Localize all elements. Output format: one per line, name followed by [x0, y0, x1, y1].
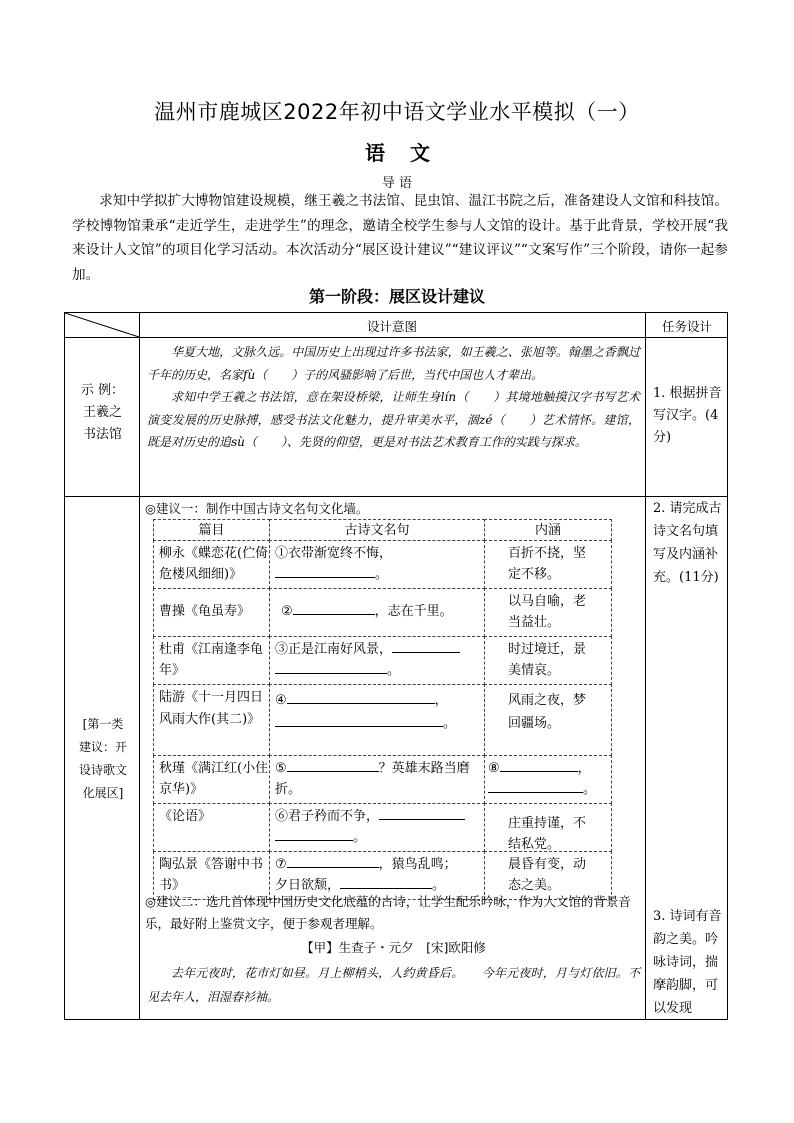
answer-blank[interactable] — [293, 601, 375, 615]
poetry-line-text: 。 — [375, 567, 389, 582]
poetry-line-text: ⑥君子矜而不争， — [275, 809, 380, 824]
task-3: 3. 诗词有音韵之美。吟咏诗词，揣摩韵脚，可以发现 — [653, 909, 722, 1016]
poetry-line-text: ， — [577, 761, 591, 776]
exam-title: 温州市鹿城区2022年初中语文学业水平模拟（一） — [154, 100, 640, 124]
poetry-line-text: ，猿鸟乱鸣； — [378, 857, 457, 872]
suggestion-2: ◎建议二：选几首体现中国历史文化底蕴的古诗，让学生配乐吟咏，作为人文馆的背景音乐，最好附上鉴赏文字，便于参观者理解。 — [145, 894, 631, 931]
example-label — [65, 380, 140, 446]
category-label-line: 化展区] — [82, 786, 124, 800]
poetry-row-line — [275, 806, 480, 848]
poetry-row-meaning: 时过境迁，景美情哀。 — [508, 642, 587, 678]
poetry-line-text: ⑤ — [275, 761, 287, 776]
poetry-line-text: 。 — [387, 663, 401, 678]
example-paragraph: 求知中学王羲之书法馆，意在架设桥梁，让师生身lín（ ）其境地触摸汉字书写艺术演变发展的历史脉搏，感受书法文化魅力，提升审美水平，涸zé（ ）艺术情怀。建馆，既是对历史的追sù（ ）、先贤的仰望，更是对书法艺术教育工作的实践与探求。 — [147, 390, 640, 449]
category-label-line: [第一类 — [82, 717, 124, 731]
poetry-row-line — [275, 758, 480, 800]
subject-char: 语 — [365, 141, 385, 165]
task-1: 1. 根据拼音写汉字。(4分) — [653, 386, 722, 445]
poetry-header-title: 篇目 — [198, 523, 225, 538]
answer-blank[interactable] — [287, 690, 435, 704]
poetry-line-text: ② — [281, 604, 293, 619]
poetry-line-text: 。 — [443, 716, 457, 731]
header-design-intent: 设计意图 — [366, 319, 417, 334]
poetry-row-title: 秋瑾《满江红(小住京华)》 — [159, 761, 269, 797]
example-text — [147, 341, 640, 454]
subject-title — [0, 137, 794, 166]
poetry-row-line — [275, 543, 480, 585]
answer-blank[interactable] — [275, 660, 387, 674]
poetry-line — [275, 758, 480, 800]
answer-blank[interactable] — [287, 758, 379, 772]
poetry-row-title: 陆游《十一月四日风雨大作(其二)》 — [159, 690, 264, 727]
poetry-row-meaning: 百折不挠，坚定不移。 — [508, 546, 587, 582]
suggestion-1: ◎建议一：制作中国古诗文名句文化墙。 — [145, 501, 369, 516]
poetry-row-meaning: 以马自喻，老当益壮。 — [508, 594, 587, 630]
answer-blank[interactable] — [275, 713, 443, 727]
answer-blank[interactable] — [379, 806, 465, 820]
answer-blank[interactable] — [275, 827, 353, 841]
poetry-line — [275, 689, 480, 712]
poetry-line-text: 夕日欲颓， — [275, 878, 341, 893]
poetry-line — [275, 854, 480, 875]
answer-blank[interactable] — [340, 875, 432, 889]
intro-heading: 导 语 — [381, 176, 413, 191]
poetry-header-line: 古诗文名句 — [344, 523, 410, 538]
answer-blank[interactable] — [500, 758, 578, 772]
table-divider — [65, 337, 727, 338]
poetry-row-meaning: 风雨之夜，梦回疆场。 — [508, 693, 587, 731]
stage-title: 第一阶段：展区设计建议 — [308, 287, 485, 306]
poetry-row-meaning — [488, 758, 608, 800]
answer-blank[interactable] — [275, 564, 375, 578]
poetry-header-meaning: 内涵 — [534, 523, 561, 538]
poetry-line-text: ①衣带渐宽终不悔， — [275, 546, 393, 561]
poetry-row-title: 曹操《龟虽寿》 — [159, 604, 251, 619]
example-paragraph: 华夏大地，文脉久远。中国历史上出现过许多书法家，如王羲之、张旭等。翰墨之香飘过千年的历史，名家fù（ ）子的风骚影响了后世，当代中国也人才辈出。 — [147, 345, 640, 382]
example-label-line: 示 例： — [80, 383, 125, 398]
diagonal-header-line — [65, 313, 140, 338]
category-label-line: 设诗歌文 — [78, 763, 127, 777]
table-divider — [65, 496, 727, 497]
poetry-line — [275, 712, 480, 735]
example-label-line: 书法馆 — [82, 427, 122, 442]
poetry-line — [275, 660, 480, 681]
category-label — [69, 713, 137, 805]
poetry-line-text: ③正是江南好风景， — [275, 642, 393, 657]
poetry-line-text: ④ — [275, 693, 287, 708]
poetry-line-text: ？英雄末路当磨折。 — [275, 761, 470, 797]
poetry-line — [275, 564, 480, 585]
design-table — [64, 312, 728, 1020]
poetry-line-text: 。 — [432, 878, 446, 893]
answer-blank[interactable] — [488, 779, 583, 793]
poem-body: 去年元夜时，花市灯如昼。月上柳梢头，人约黄昏后。 今年元夜时，月与灯依旧。不见去年人，泪湿春衫袖。 — [147, 966, 640, 1004]
poetry-line — [488, 758, 608, 779]
poetry-row-title: 《论语》 — [159, 809, 212, 824]
poetry-row-meaning: 庄重持谨，不结私党。 — [508, 816, 587, 852]
poetry-row-title: 陶弘景《答谢中书书》 — [159, 857, 264, 893]
header-task-design: 任务设计 — [661, 319, 712, 334]
poetry-fill-table — [153, 519, 612, 893]
poetry-line — [488, 779, 608, 800]
poetry-line-text: ⑦ — [275, 857, 287, 872]
example-label-line: 王羲之 — [82, 405, 122, 420]
answer-blank[interactable] — [392, 639, 460, 653]
poetry-row-title: 杜甫《江南逢李龟年》 — [159, 642, 264, 678]
poem-title: 【甲】生查子・元夕 [宋]欧阳修 — [301, 940, 486, 955]
category-label-line: 建议：开 — [78, 740, 127, 754]
poetry-row-title: 柳永《蝶恋花(伫倚危楼风细细)》 — [159, 546, 269, 582]
task-2: 2. 请完成古诗文名句填写及内涵补充。(11分) — [653, 501, 722, 585]
poetry-row-line — [275, 639, 480, 681]
table-divider — [645, 313, 646, 1019]
poetry-row-line — [275, 854, 480, 896]
poetry-line — [275, 827, 480, 848]
poetry-line-text: ⑧ — [488, 761, 500, 776]
poetry-line-text: ， — [434, 693, 448, 708]
poetry-line-text: ，志在千里。 — [374, 604, 453, 619]
subject-char: 文 — [410, 141, 430, 165]
poetry-row-line — [281, 601, 481, 622]
poetry-row-line — [275, 689, 480, 735]
poetry-line-text: 。 — [583, 782, 597, 797]
poetry-line — [275, 639, 480, 660]
poetry-line-text: 。 — [353, 830, 367, 845]
answer-blank[interactable] — [287, 854, 379, 868]
poetry-row-meaning: 晨昏有变，动态之美。 — [508, 857, 587, 893]
intro-paragraph: 求知中学拟扩大博物馆建设规模，继王羲之书法馆、昆虫馆、温江书院之后，准备建设人文馆和科技馆。学校博物馆秉承“走近学生，走进学生”的理念，邀请全校学生参与人文馆的设计。基于此背景，学校开展“我来设计人文馆”的项目化学习活动。本次活动分“展区设计建议”“建议评议”“文案写作”三个阶段，请你一起参加。 — [72, 193, 728, 283]
poetry-line — [275, 806, 480, 827]
